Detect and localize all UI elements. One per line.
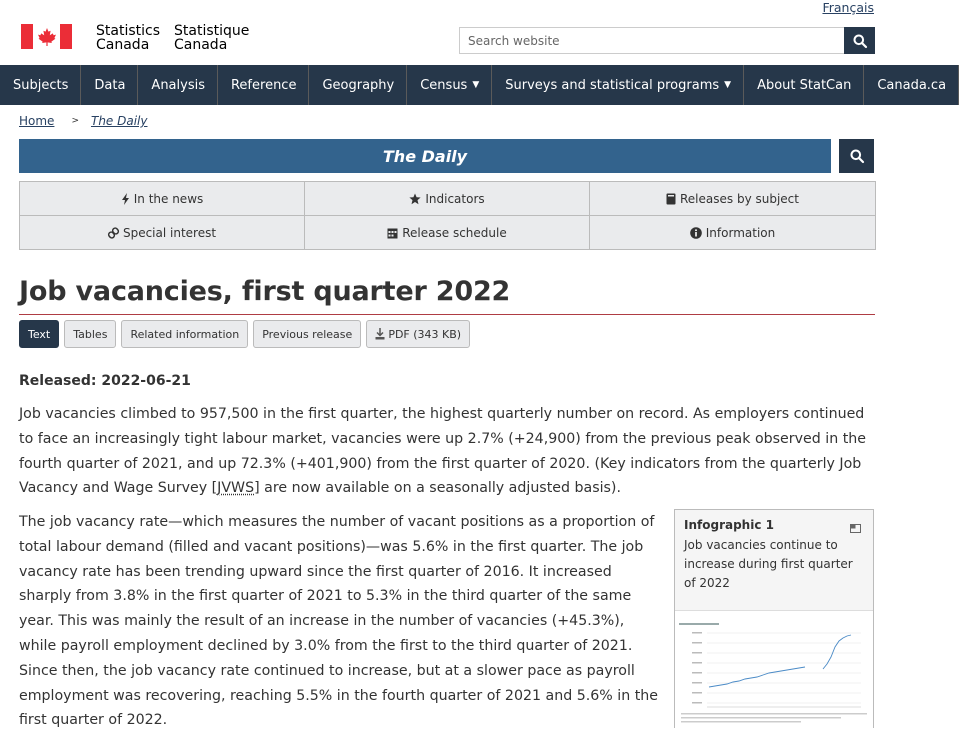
tab-related-information[interactable] bbox=[121, 320, 248, 348]
search-icon bbox=[850, 149, 864, 163]
paragraph-text: Job vacancies climbed to 957,500 in the first quarter, the highest quarterly number on record. As employers continued to face an increasingly tight labour market, vacancies were up 2.7% (+24,900) from the previous peak observed in the fourth quarter of 2021, and up 72.3% (+401,900) from the first quarter of 2020. (Key indicators from the quarterly Job Vacancy and Wage Survey [ bbox=[19, 406, 866, 497]
chevron-down-icon: ▼ bbox=[472, 80, 480, 90]
tab-label: Related information bbox=[130, 327, 240, 341]
language-toggle-link[interactable]: Français bbox=[822, 0, 874, 15]
menu-label: Surveys and statistical programs bbox=[505, 77, 720, 93]
tab-label: PDF (343 KB) bbox=[388, 327, 462, 341]
menu-item-reference[interactable] bbox=[218, 65, 309, 105]
breadcrumb bbox=[19, 114, 147, 128]
tab-label: Tables bbox=[73, 327, 108, 341]
infographic-chart-thumbnail bbox=[675, 611, 873, 729]
brand-fr-line1: Statistique bbox=[174, 23, 250, 39]
brand-wordmark bbox=[96, 24, 263, 52]
infographic-caption: Job vacancies continue to increase during first quarter of 2022 bbox=[684, 538, 853, 590]
brand-en-line1: Statistics bbox=[96, 23, 160, 39]
daily-nav-label: Special interest bbox=[122, 225, 217, 240]
expand-icon[interactable] bbox=[850, 518, 861, 537]
menu-item-data[interactable] bbox=[81, 65, 138, 105]
daily-banner-title: The Daily bbox=[382, 146, 468, 166]
menu-label: Census bbox=[420, 77, 468, 93]
tab-text[interactable] bbox=[19, 320, 59, 348]
site-search bbox=[459, 27, 875, 54]
menu-item-geography[interactable] bbox=[309, 65, 407, 105]
tab-tables[interactable] bbox=[64, 320, 116, 348]
menu-label: Geography bbox=[322, 77, 395, 93]
article-paragraph-2: The job vacancy rate—which measures the number of vacant positions as a proportion of total labour demand (filled and vacant positions)—was 5.6% in the first quarter. The job vacancy rate has been trending upward since the first quarter of 2016. It increased sharply from 3.8% in the first quarter of 2021 to 5.3% in the third quarter of the same year. This was mainly the result of an increase in the number of vacancies (+45.3%), while payroll employment declined by 3.0% from the first to the third quarter of 2021. Since then, the job vacancy rate continued to increase, but at a slower pace as payroll employment was recovering, reaching 5.5% in the fourth quarter of 2021 and 5.6% in the first quarter of 2022. bbox=[19, 514, 659, 729]
menu-item-census[interactable] bbox=[407, 65, 492, 105]
menu-item-about[interactable] bbox=[744, 65, 864, 105]
daily-nav-in-the-news[interactable] bbox=[19, 181, 305, 216]
menu-item-subjects[interactable] bbox=[0, 65, 81, 105]
bolt-icon bbox=[121, 193, 130, 205]
menu-label: Analysis bbox=[151, 77, 205, 93]
daily-nav-release-schedule[interactable] bbox=[304, 215, 590, 250]
info-icon bbox=[690, 227, 702, 239]
jvws-abbreviation: JVWS bbox=[217, 480, 255, 497]
daily-banner[interactable] bbox=[19, 139, 831, 173]
page-title: Job vacancies, first quarter 2022 bbox=[19, 276, 511, 307]
menu-item-analysis[interactable] bbox=[138, 65, 218, 105]
menu-label: Data bbox=[94, 77, 126, 93]
infographic-panel[interactable] bbox=[674, 509, 874, 728]
chevron-right-icon: > bbox=[71, 116, 79, 126]
menu-label: Subjects bbox=[13, 77, 69, 93]
paragraph-text: ] are now available on a seasonally adjusted basis). bbox=[254, 480, 621, 497]
tab-label: Previous release bbox=[262, 327, 353, 341]
daily-nav-label: Information bbox=[705, 225, 776, 240]
menu-item-canada-ca[interactable] bbox=[864, 65, 959, 105]
menu-label: Canada.ca bbox=[877, 77, 947, 93]
star-icon bbox=[409, 193, 421, 205]
breadcrumb-home-link[interactable]: Home bbox=[19, 114, 55, 128]
brand-fr-line2: Canada bbox=[174, 37, 228, 53]
menu-label: Reference bbox=[230, 77, 297, 93]
search-button[interactable] bbox=[844, 27, 875, 54]
article-paragraph-1 bbox=[19, 402, 875, 501]
tab-previous-release[interactable] bbox=[253, 320, 361, 348]
tab-pdf[interactable] bbox=[366, 320, 470, 348]
daily-nav-releases-by-subject[interactable] bbox=[589, 181, 876, 216]
daily-nav-label: Release schedule bbox=[402, 225, 507, 240]
daily-nav-indicators[interactable] bbox=[304, 181, 590, 216]
calendar-icon bbox=[387, 227, 398, 239]
maple-leaf-icon bbox=[37, 27, 57, 47]
book-icon bbox=[666, 193, 676, 205]
main-menu bbox=[0, 65, 947, 105]
search-icon bbox=[853, 34, 867, 48]
infographic-title: Infographic 1 bbox=[684, 518, 774, 532]
breadcrumb-daily-link[interactable]: The Daily bbox=[90, 114, 148, 128]
chevron-down-icon: ▼ bbox=[724, 80, 732, 90]
search-input[interactable] bbox=[459, 27, 844, 54]
release-date: Released: 2022-06-21 bbox=[19, 373, 191, 389]
daily-nav-label: Releases by subject bbox=[680, 191, 799, 206]
infographic-thumbnail[interactable] bbox=[675, 610, 873, 728]
brand-en-line2: Canada bbox=[96, 37, 150, 53]
canada-flag-logo bbox=[21, 24, 72, 49]
daily-search-button[interactable] bbox=[839, 139, 874, 173]
site-brand[interactable] bbox=[21, 24, 263, 52]
download-icon bbox=[375, 328, 385, 340]
link-icon bbox=[108, 227, 119, 239]
release-tabs bbox=[19, 320, 475, 348]
daily-nav-grid bbox=[19, 181, 875, 249]
daily-nav-label: In the news bbox=[133, 191, 204, 206]
menu-label: About StatCan bbox=[757, 77, 852, 93]
menu-item-surveys[interactable] bbox=[492, 65, 744, 105]
tab-label: Text bbox=[28, 327, 51, 341]
daily-nav-information[interactable] bbox=[589, 215, 876, 250]
daily-nav-label: Indicators bbox=[425, 191, 485, 206]
title-divider bbox=[19, 314, 875, 315]
daily-nav-special-interest[interactable] bbox=[19, 215, 305, 250]
